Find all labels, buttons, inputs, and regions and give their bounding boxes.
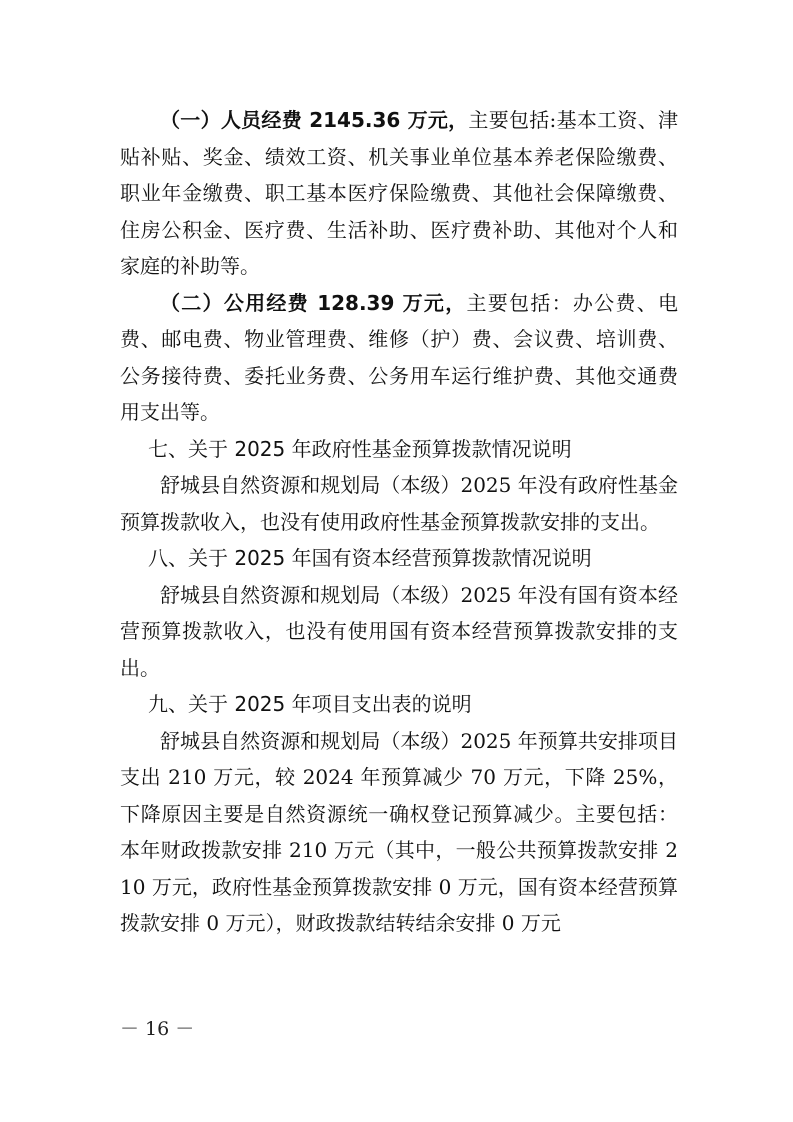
paragraph-text: 主要包括:基本工资、津贴补贴、奖金、绩效工资、机关事业单位基本养老保险缴费、职业年金缴费、职工基本医疗保险缴费、其他社会保障缴费、住房公积金、医疗费、生活补助、医疗费补助、其他对个人和家庭的补助等。 <box>120 108 678 278</box>
document-body <box>120 102 678 942</box>
paragraph-lead: （二）公用经费 128.39 万元， <box>160 290 467 315</box>
paragraph-gov-fund: 舒城县自然资源和规划局（本级）2025 年没有政府性基金预算拨款收入，也没有使用政府性基金预算拨款安排的支出。 <box>120 473 678 534</box>
paragraph-text: 主要包括：办公费、电费、邮电费、物业管理费、维修（护）费、会议费、培训费、公务接待费、委托业务费、公务用车运行维护费、其他交通费用支出等。 <box>120 290 679 424</box>
paragraph-public-expenses <box>120 285 678 431</box>
paragraph-lead: （一）人员经费 2145.36 万元， <box>160 108 469 132</box>
section-heading-9: 九、关于 2025 年项目支出表的说明 <box>148 692 472 716</box>
paragraph-personnel-expenses <box>120 102 678 285</box>
page-number: － 16 － <box>120 1018 195 1040</box>
section-heading-7: 七、关于 2025 年政府性基金预算拨款情况说明 <box>148 436 572 461</box>
section-heading-8: 八、关于 2025 年国有资本经营预算拨款情况说明 <box>148 546 592 570</box>
paragraph-state-capital: 舒城县自然资源和规划局（本级）2025 年没有国有资本经营预算拨款收入，也没有使用国有资本经营预算拨款安排的支出。 <box>120 582 678 680</box>
paragraph-project-expenses: 舒城县自然资源和规划局（本级）2025 年预算共安排项目支出 210 万元，较 2024 年预算减少 70 万元，下降 25%，下降原因主要是自然资源统一确权登记预算减少。主要包括：本年财政拨款安排 210 万元（其中，一般公共预算拨款安排 210 万元，政府性基金预算拨款安排 0 万元，国有资本经营预算拨款安排 0 万元），财政拨款结转结余安排 0 万元 <box>120 728 678 935</box>
